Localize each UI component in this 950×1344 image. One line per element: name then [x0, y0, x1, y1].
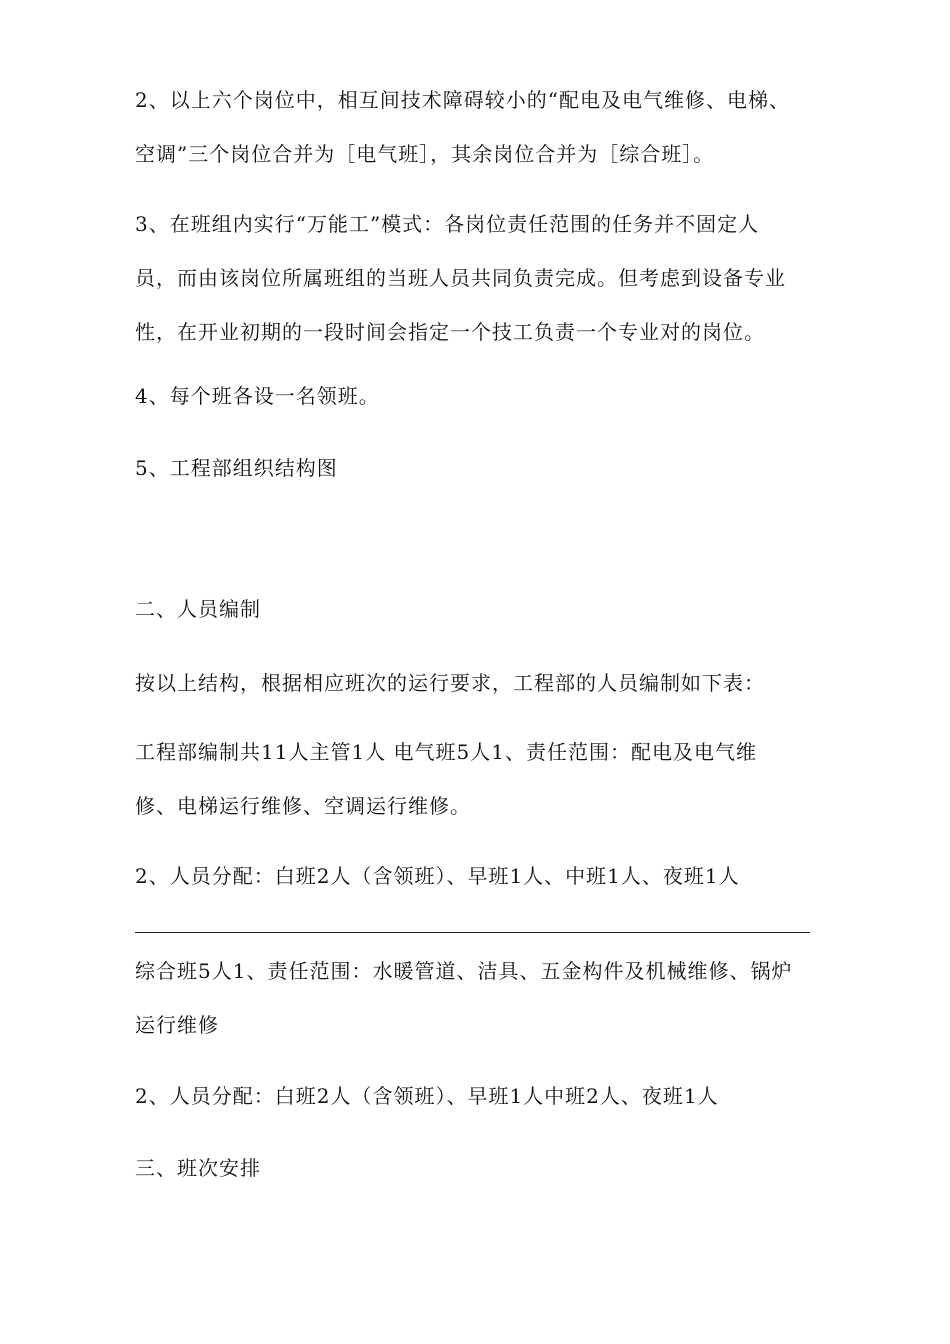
- paragraph-electrical-team: [135, 725, 815, 833]
- paragraph-org-chart: [135, 441, 815, 495]
- section-heading-shifts: [135, 1141, 815, 1195]
- text-line: 工程部编制共11人主管1人 电气班5人1、责任范围：配电及电气维: [135, 740, 757, 764]
- paragraph-general-staffing: [135, 1069, 815, 1123]
- paragraph-staffing-intro: [135, 656, 815, 710]
- horizontal-divider: [135, 932, 810, 933]
- text-line: 按以上结构，根据相应班次的运行要求，工程部的人员编制如下表：: [135, 671, 765, 695]
- text-line: 运行维修: [135, 1013, 219, 1037]
- text-line: 综合班5人1、责任范围：水暖管道、洁具、五金构件及机械维修、锅炉: [135, 959, 793, 983]
- paragraph-electrical-staffing: [135, 849, 815, 903]
- text-line: 2、人员分配：白班2人（含领班）、早班1人中班2人、夜班1人: [135, 1084, 719, 1108]
- paragraph-universal-worker-mode: [135, 197, 815, 359]
- text-line: 4、每个班各设一名领班。: [135, 384, 380, 408]
- text-line: 员，而由该岗位所属班组的当班人员共同负责完成。但考虑到设备专业: [135, 266, 786, 290]
- text-line: 修、电梯运行维修、空调运行维修。: [135, 794, 471, 818]
- text-line: 三、班次安排: [135, 1156, 261, 1180]
- text-line: 二、人员编制: [135, 597, 261, 621]
- text-line: 性，在开业初期的一段时间会指定一个技工负责一个专业对的岗位。: [135, 320, 765, 344]
- section-heading-staffing: [135, 582, 815, 636]
- text-line: 3、在班组内实行“万能工”模式：各岗位责任范围的任务并不固定人: [135, 212, 760, 236]
- text-line: 5、工程部组织结构图: [135, 456, 338, 480]
- text-line: 空调”三个岗位合并为［电气班］，其余岗位合并为［综合班］。: [135, 142, 715, 166]
- text-line: 2、人员分配：白班2人（含领班）、早班1人、中班1人、夜班1人: [135, 864, 740, 888]
- text-line: 2、以上六个岗位中，相互间技术障碍较小的“配电及电气维修、电梯、: [135, 88, 790, 112]
- paragraph-team-leader: [135, 369, 815, 423]
- paragraph-general-team: [135, 944, 815, 1052]
- paragraph-merge-positions: [135, 73, 815, 181]
